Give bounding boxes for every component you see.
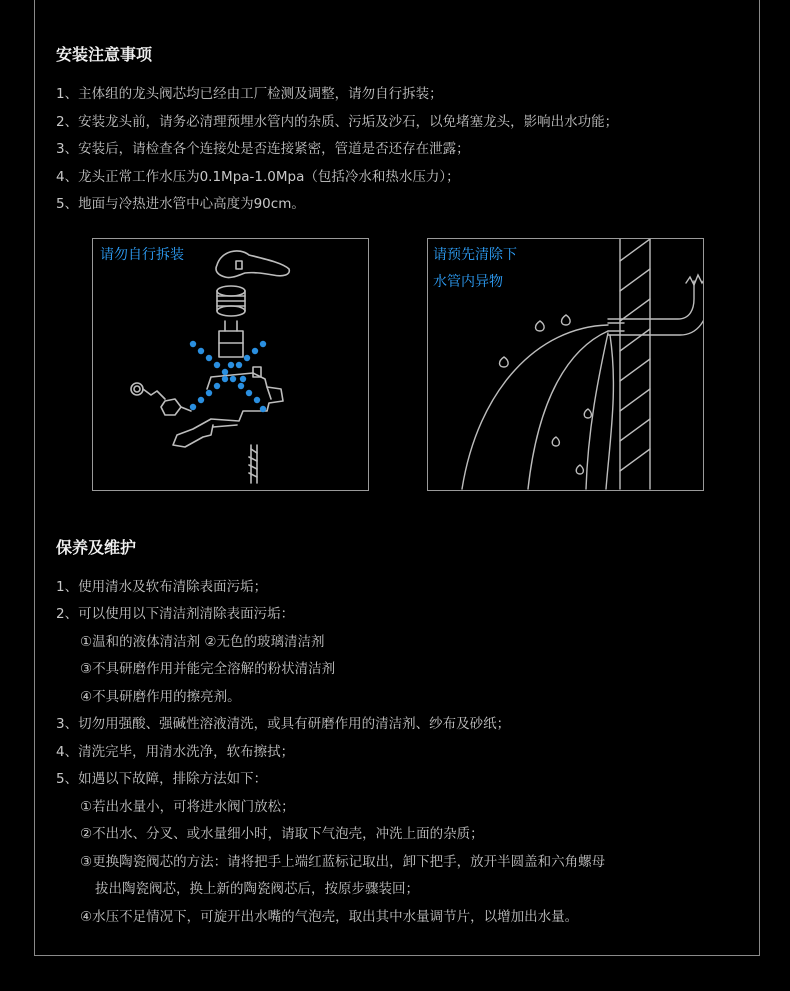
care-line-9: ①若出水量小，可将进水阀门放松； <box>80 799 295 815</box>
care-line-7: 4、清洗完毕，用清水洗净，软布擦拭； <box>56 744 295 760</box>
care-title: 保养及维护 <box>56 538 137 557</box>
care-line-2: 2、可以使用以下清洁剂清除表面污垢： <box>56 606 295 622</box>
figure-right-caption-line2: 水管内异物 <box>433 274 503 290</box>
care-line-3: ①温和的液体清洁剂 ②无色的玻璃清洁剂 <box>80 634 325 650</box>
install-item-5: 5、地面与冷热进水管中心高度为90cm。 <box>56 196 305 212</box>
care-line-13: ④水压不足情况下，可旋开出水嘴的气泡壳，取出其中水量调节片，以增加出水量。 <box>80 909 579 925</box>
care-line-12: 拔出陶瓷阀芯，换上新的陶瓷阀芯后，按原步骤装回； <box>95 881 419 897</box>
faucet-exploded-illustration <box>93 239 368 490</box>
install-item-3: 3、安装后，请检查各个连接处是否连接紧密，管道是否还存在泄露； <box>56 141 470 157</box>
care-line-8: 5、如遇以下故障，排除方法如下： <box>56 771 268 787</box>
care-line-6: 3、切勿用强酸、强碱性溶液清洗，或具有研磨作用的清洁剂、纱布及砂纸； <box>56 716 511 732</box>
care-line-11: ③更换陶瓷阀芯的方法：请将把手上端红蓝标记取出，卸下把手，放开半圆盖和六角螺母 <box>80 854 606 870</box>
figure-left-caption: 请勿自行拆装 <box>100 247 184 263</box>
pipe-flushing-figure <box>427 238 704 491</box>
install-item-2: 2、安装龙头前，请务必清理预埋水管内的杂质、污垢及沙石，以免堵塞龙头，影响出水功能； <box>56 114 619 130</box>
faucet-disassembly-figure <box>92 238 369 491</box>
care-line-5: ④不具研磨作用的擦亮剂。 <box>80 689 241 705</box>
figure-right-caption-line1: 请预先清除下 <box>433 247 517 263</box>
care-line-4: ③不具研磨作用并能完全溶解的粉状清洁剂 <box>80 661 336 677</box>
care-line-1: 1、使用清水及软布清除表面污垢； <box>56 579 268 595</box>
install-item-1: 1、主体组的龙头阀芯均已经由工厂检测及调整，请勿自行拆装； <box>56 86 443 102</box>
install-item-4: 4、龙头正常工作水压为0.1Mpa-1.0Mpa（包括冷水和热水压力）； <box>56 169 460 185</box>
care-line-10: ②不出水、分叉、或水量细小时，请取下气泡壳，冲洗上面的杂质； <box>80 826 484 842</box>
install-title: 安装注意事项 <box>56 45 153 64</box>
pipe-water-illustration <box>428 239 703 490</box>
